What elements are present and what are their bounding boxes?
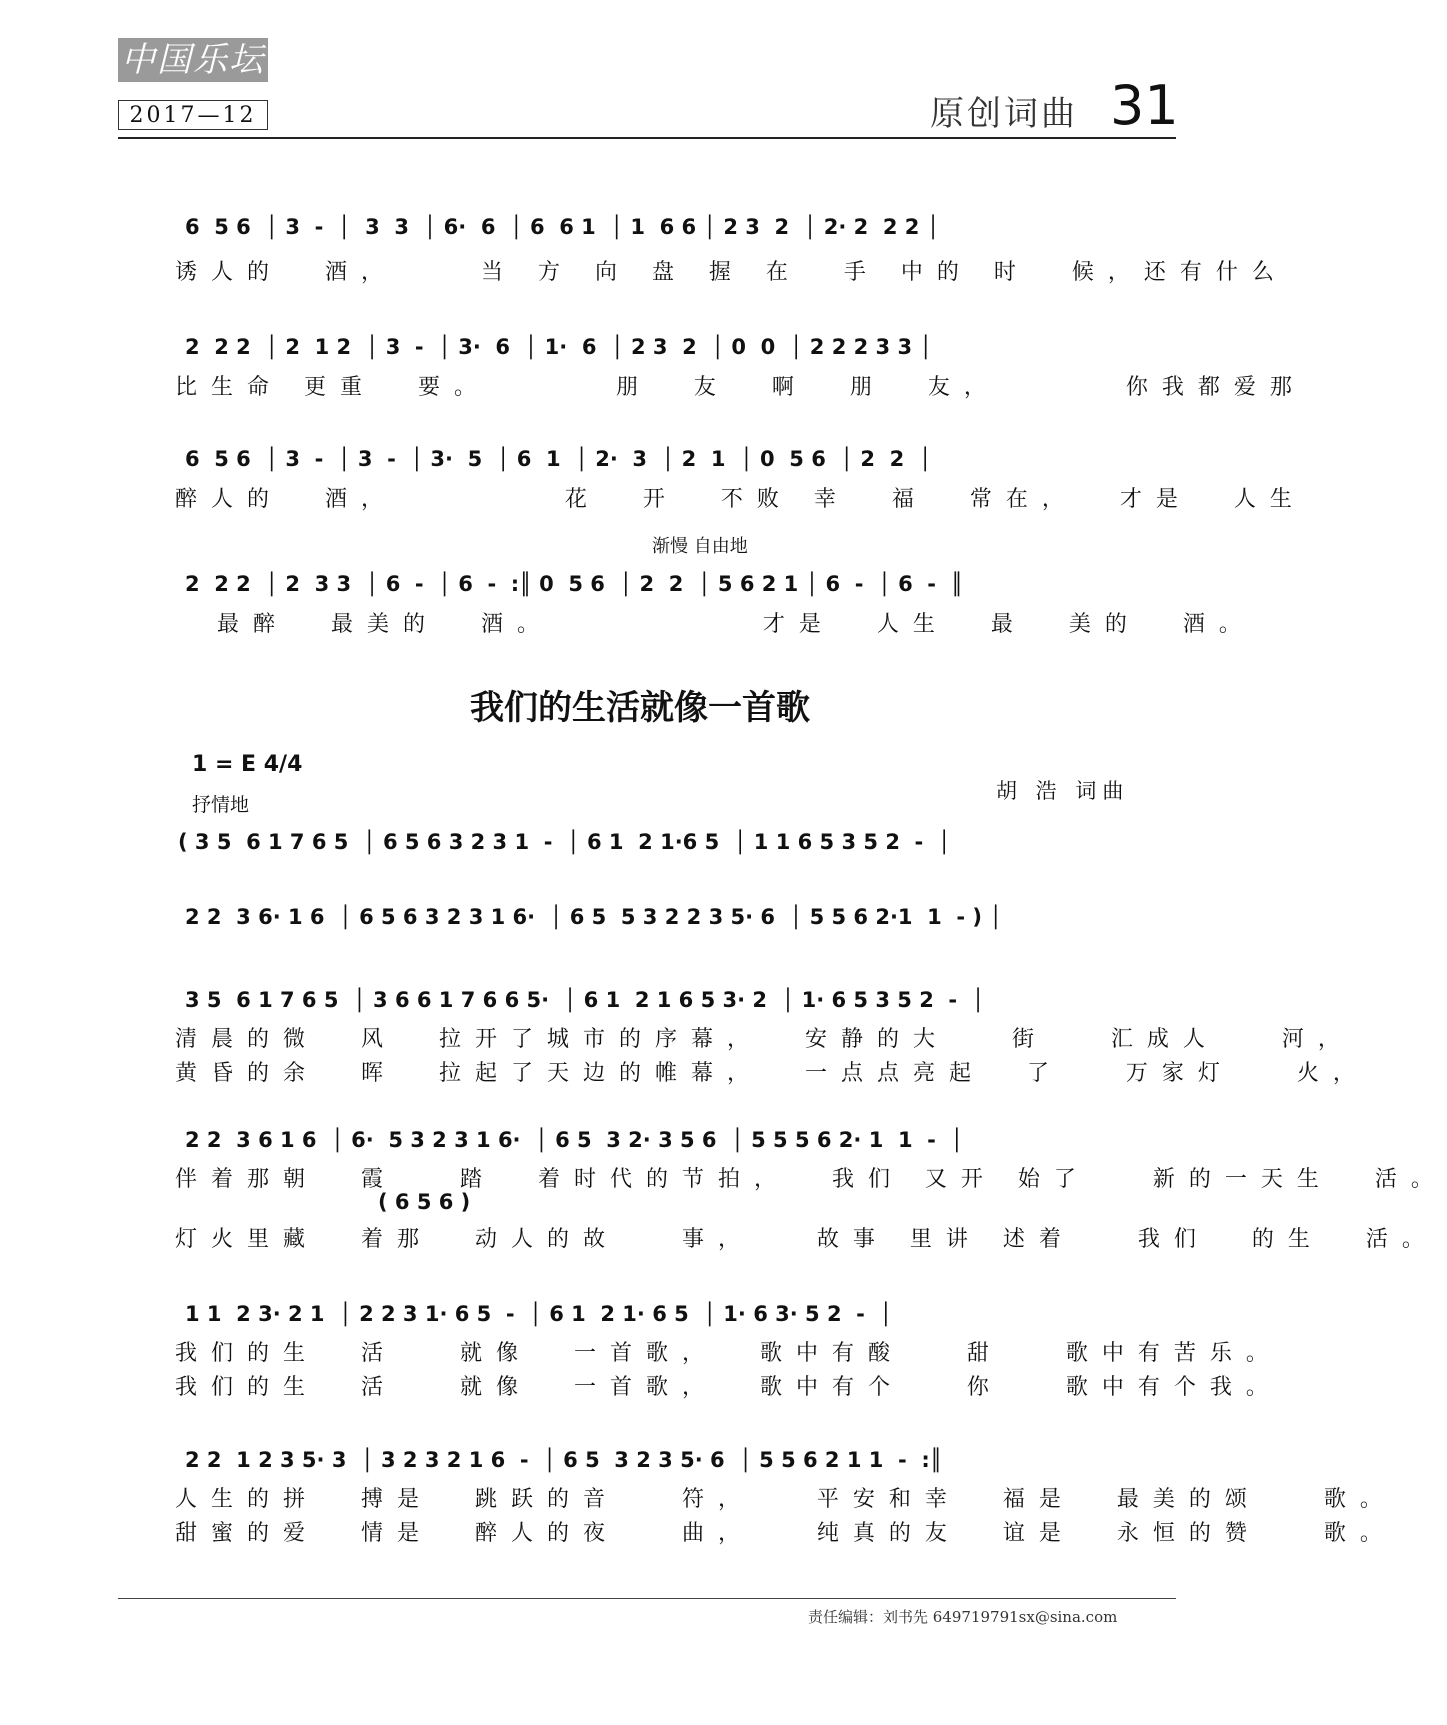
lyrics-line: 我们的生 活 就像 一首歌， 歌中有酸 甜 歌中有苦乐。	[175, 1341, 1282, 1366]
lyrics-line: 黄昏的余 晖 拉起了天边的帷幕， 一点点亮起 了 万家灯 火，	[175, 1061, 1369, 1086]
key-signature: 1 = E 4/4	[192, 752, 303, 777]
editor-credit: 责任编辑：刘书先 649719791sx@sina.com	[808, 1608, 1118, 1626]
footer-divider	[118, 1598, 1176, 1599]
lyrics-line: 比生命 更重 要。 朋 友 啊 朋 友， 你我都爱那	[175, 375, 1306, 400]
notation-text: 3 5 6 1 7 6 5 │ 3 6 6 1 7 6 6 5· │ 6 1 2 1 6 5 3· 2 │ 1· 6 5 3 5 2 - │	[185, 988, 985, 1012]
notation-row	[0, 905, 1280, 945]
notation-text: 1 1 2 3· 2 1 │ 2 2 3 1· 6 5 - │ 6 1 2 1· 6 5 │ 1· 6 3· 5 2 - │	[185, 1302, 893, 1326]
section-title: 原创词曲	[930, 94, 1078, 134]
notation-text: 6 5 6 │ 3 - │ 3 3 │ 6· 6 │ 6 6 1 │ 1 6 6 │ 2 3 2 │ 2· 2 2 2 │	[185, 215, 940, 239]
alternate-notes: ( 6 5 6 )	[378, 1190, 471, 1214]
notation-text: 6 5 6 │ 3 - │ 3 - │ 3· 5 │ 6 1 │ 2· 3 │ 2 1 │ 0 5 6 │ 2 2 │	[185, 447, 932, 471]
lyrics-line: 清晨的微 风 拉开了城市的序幕， 安静的大 街 汇成人 河，	[175, 1027, 1354, 1052]
magazine-logo: 中国乐坛	[118, 38, 268, 82]
notation-text: ( 3 5 6 1 7 6 5 │ 6 5 6 3 2 3 1 - │ 6 1 2 1·6 5 │ 1 1 6 5 3 5 2 - │	[178, 830, 951, 854]
lyrics-line: 醉人的 酒， 花 开 不败 幸 福 常在， 才是 人生	[175, 487, 1306, 512]
notation-row	[0, 572, 1280, 612]
song-title: 我们的生活就像一首歌	[470, 688, 810, 728]
lyrics-line: 我们的生 活 就像 一首歌， 歌中有个 你 歌中有个我。	[175, 1375, 1282, 1400]
lyrics-line: 诱人的 酒， 当 方 向 盘 握 在 手 中的 时 候，还有什么	[175, 260, 1288, 285]
notation-row	[0, 830, 1280, 870]
notation-text: 2 2 3 6 1 6 │ 6· 5 3 2 3 1 6· │ 6 5 3 2· 3 5 6 │ 5 5 5 6 2· 1 1 - │	[185, 1128, 964, 1152]
issue-date: 2017—12	[118, 100, 268, 130]
tempo-mark: 抒情地	[192, 794, 250, 816]
lyrics-line: 人生的拼 搏是 跳跃的音 符， 平安和幸 福是 最美的颂 歌。	[175, 1487, 1396, 1512]
notation-row	[0, 335, 1280, 375]
header-divider	[118, 137, 1176, 139]
lyrics-line: 伴着那朝 霞 踏 着时代的节拍， 我们 又开 始了 新的一天生 活。	[175, 1167, 1447, 1192]
lyrics-line: 最醉 最美的 酒。 才是 人生 最 美的 酒。	[175, 612, 1255, 637]
notation-text: 2 2 2 │ 2 3 3 │ 6 - │ 6 - :║ 0 5 6 │ 2 2 │ 5 6 2 1 │ 6 - │ 6 - ║	[185, 572, 964, 596]
lyrics-line: 甜蜜的爱 情是 醉人的夜 曲， 纯真的友 谊是 永恒的赞 歌。	[175, 1521, 1396, 1546]
notation-row	[0, 215, 1280, 255]
composer-credit: 胡 浩 词曲	[996, 779, 1130, 803]
notation-text: 2 2 1 2 3 5· 3 │ 3 2 3 2 1 6 - │ 6 5 3 2 3 5· 6 │ 5 5 6 2 1 1 - :║	[185, 1448, 943, 1472]
tempo-direction: 渐慢 自由地	[652, 536, 748, 557]
notation-row	[0, 447, 1280, 487]
notation-text: 2 2 2 │ 2 1 2 │ 3 - │ 3· 6 │ 1· 6 │ 2 3 2 │ 0 0 │ 2 2 2 3 3 │	[185, 335, 933, 359]
lyrics-line: 灯火里藏 着那 动人的故 事， 故事 里讲 述着 我们 的生 活。	[175, 1227, 1438, 1252]
notation-text: 2 2 3 6· 1 6 │ 6 5 6 3 2 3 1 6· │ 6 5 5 3 2 2 3 5· 6 │ 5 5 6 2·1 1 - ) │	[185, 905, 1002, 929]
page-number: 31	[1110, 74, 1179, 137]
